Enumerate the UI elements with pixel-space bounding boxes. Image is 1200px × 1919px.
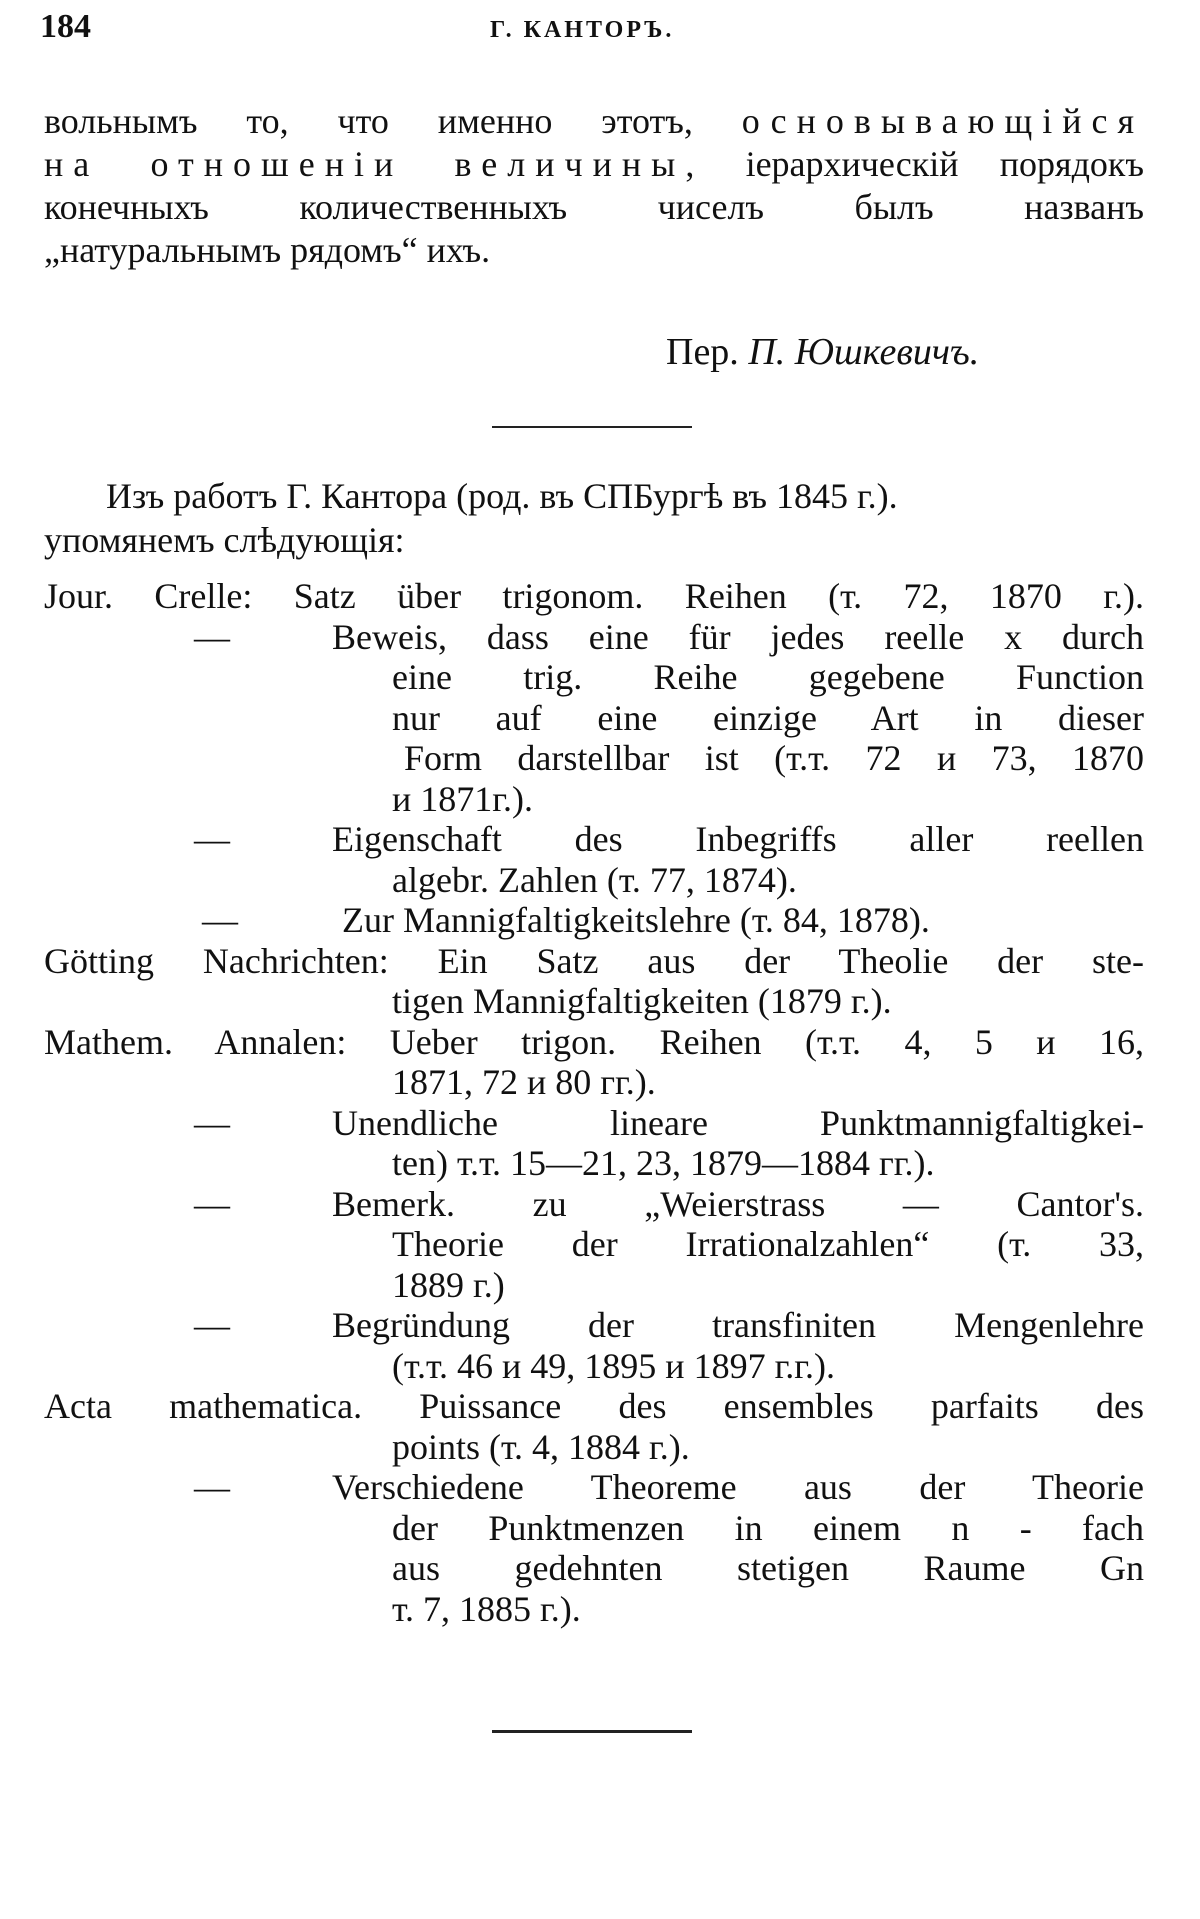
intro-line: упомянемъ слѣдующія: [44, 520, 405, 560]
running-head: Г. КАНТОРЪ. [490, 17, 675, 43]
entry-line: aus gedehnten stetigen Raume Gn [392, 1548, 1144, 1588]
bibliography-entry [44, 1022, 1144, 1103]
text-run: іерархическій порядокъ [745, 144, 1144, 184]
ditto-dash: — [194, 616, 230, 657]
bibliography-intro [44, 474, 1144, 562]
entry-line: nur auf eine einzige Art in dieser [392, 697, 1144, 738]
paragraph-line [44, 143, 1144, 186]
translator-signature [666, 328, 979, 376]
end-divider [492, 1730, 692, 1733]
bibliography-entry [44, 1467, 1144, 1629]
translator-name: П. Юшкевичъ. [748, 331, 980, 373]
bibliography-entry [44, 1184, 1144, 1306]
entry-line: Acta mathematica. Puissance des ensembles parfaits des [44, 1386, 1144, 1426]
entry-line: Bemerk. zu „Weierstrass — Cantor's. [332, 1183, 1144, 1224]
entry-line: Unendliche lineare Punktmannigfaltigkei- [332, 1102, 1144, 1143]
entry-line: Theorie der Irrationalzahlen“ (т. 33, [392, 1224, 1144, 1264]
paragraph-line [44, 100, 1144, 143]
entry-line: algebr. Zahlen (т. 77, 1874). [392, 859, 797, 900]
bibliography-entry [44, 1103, 1144, 1184]
entry-line: Begründung der transfiniten Mengenlehre [332, 1305, 1144, 1345]
bibliography-entry [44, 900, 1144, 941]
intro-line: Изъ работъ Г. Кантора (род. въ СПБургѣ въ 1845 г.). [106, 476, 898, 516]
text-run: вольнымъ то, что именно этотъ, [44, 101, 693, 141]
ditto-dash: — [194, 1305, 230, 1345]
ditto-dash: — [202, 900, 238, 940]
entry-line: eine trig. Reihe gegebene Function [392, 657, 1144, 697]
bibliography-entry [44, 576, 1144, 617]
entry-line: ten) т.т. 15—21, 23, 1879—1884 гг.). [392, 1143, 935, 1183]
ditto-dash: — [194, 819, 230, 859]
paragraph-line: „натуральнымъ рядомъ“ ихъ. [44, 230, 491, 270]
entry-line: 1871, 72 и 80 гг.). [392, 1062, 656, 1102]
entry-line: Zur Mannigfaltigkeitslehre (т. 84, 1878). [342, 900, 930, 940]
entry-line: т. 7, 1885 г.). [392, 1588, 581, 1629]
entry-line: points (т. 4, 1884 г.). [392, 1426, 690, 1467]
bibliography-entry [44, 617, 1144, 820]
entry-line: Beweis, dass eine für jedes reelle x durch [332, 616, 1144, 657]
ditto-dash: — [194, 1102, 230, 1143]
signature-prefix: Пер. [666, 331, 739, 373]
entry-line: Götting Nachrichten: Ein Satz aus der Theolie der ste- [44, 940, 1144, 981]
ditto-dash: — [194, 1467, 230, 1507]
entry-line: Form darstellbar ist (т.т. 72 и 73, 1870 [404, 738, 1144, 778]
emphasized-text: на отношеніи величины, [44, 144, 705, 184]
ditto-dash: — [194, 1183, 230, 1224]
entry-line: Mathem. Annalen: Ueber trigon. Reihen (т.т. 4, 5 и 16, [44, 1021, 1144, 1062]
entry-line: (т.т. 46 и 49, 1895 и 1897 г.г.). [392, 1345, 835, 1386]
bibliography-entry [44, 941, 1144, 1022]
emphasized-text: основывающійся [741, 101, 1145, 141]
paragraph-line: конечныхъ количественныхъ чиселъ былъ названъ [44, 187, 1144, 227]
bibliography-entry [44, 819, 1144, 900]
entry-line: Jour. Crelle: Satz über trigonom. Reihen (т. 72, 1870 г.). [44, 576, 1144, 616]
entry-line: 1889 г.) [392, 1264, 505, 1305]
bibliography-list [44, 576, 1144, 1629]
bibliography-entry [44, 1386, 1144, 1467]
entry-line: der Punktmenzen in einem n - fach [392, 1507, 1144, 1548]
entry-line: Eigenschaft des Inbegriffs aller reellen [332, 819, 1144, 859]
entry-line: и 1871г.). [392, 778, 533, 819]
continuation-paragraph [44, 100, 1144, 272]
entry-line: tigen Mannigfaltigkeiten (1879 г.). [392, 981, 892, 1021]
page-number: 184 [40, 8, 91, 45]
entry-line: Verschiedene Theoreme aus der Theorie [332, 1467, 1144, 1507]
section-divider [492, 426, 692, 428]
bibliography-entry [44, 1305, 1144, 1386]
